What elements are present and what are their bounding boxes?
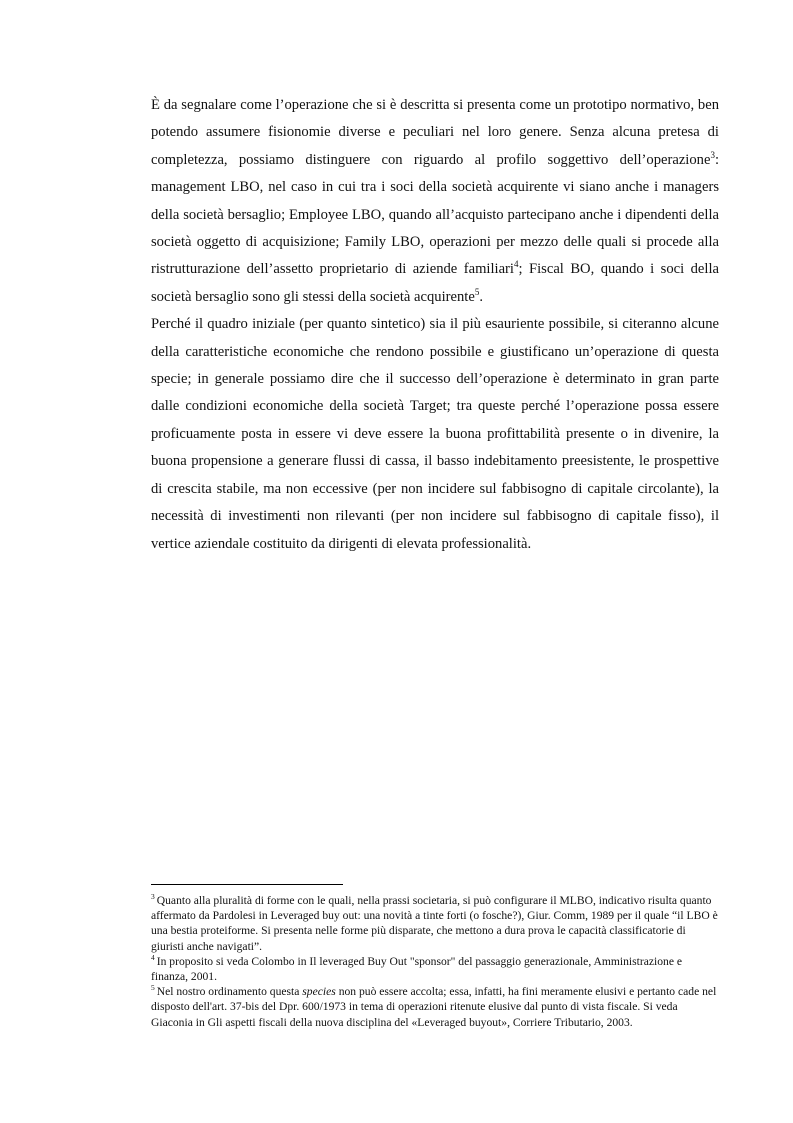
footnote-5-text-post: non può essere accolta; essa, infatti, ha fini meramente elusivi e pertanto cade nel disposto dell'art. 37-bis del Dpr. 600/1973 in tema di operazioni ritenute elusive dal punto di vista fiscale. Si veda Giaconia in Gli aspetti fiscali della nuova disciplina del «Leveraged buyout», Corriere Tributario, 2003. [151, 985, 717, 1029]
footnote-ref-3: 3 [710, 149, 715, 160]
paragraph-1-part-d: . [479, 288, 483, 305]
paragraph-2: Perché il quadro iniziale (per quanto sintetico) sia il più esauriente possibile, si citeranno alcune della caratteristiche economiche che rendono possibile e giustificano un’operazione di questa specie; in generale possiamo dire che il successo dell’operazione è determinato in gran parte dalle condizioni economiche della società Target; tra queste perché l’operazione possa essere proficuamente posta in essere vi deve essere la buona profittabilità presente o in divenire, la buona propensione a generare flussi di cassa, il basso indebitamento preesistente, le prospettive di crescita stabile, ma non eccessive (per non incidere sul fabbisogno di capitale circolante), la necessità di investimenti non rilevanti (per non incidere sul fabbisogno di capitale fisso), il vertice aziendale costituito da dirigenti di elevata professionalità. [151, 316, 719, 552]
footnote-ref-4: 4 [513, 259, 519, 270]
footnote-4-number: 4 [151, 952, 155, 962]
footnotes [151, 893, 719, 1030]
footnote-5-emphasis: species [302, 985, 336, 999]
footnote-5-text-pre: Nel nostro ordinamento questa [156, 985, 300, 999]
footnote-ref-5: 5 [474, 286, 480, 297]
paragraph-1-part-c: ; Fiscal BO, quando i soci della società bersaglio sono gli stessi della società acquirente [151, 261, 719, 305]
footnote-3-number: 3 [151, 892, 155, 902]
footnote-5 [151, 984, 719, 1030]
footnote-4 [151, 954, 719, 984]
footnote-4-text: In proposito si veda Colombo in Il leveraged Buy Out "sponsor" del passaggio generazionale, Amministrazione e finanza, 2001. [151, 954, 683, 984]
footnote-3-text: Quanto alla pluralità di forme con le quali, nella prassi societaria, si può configurare il MLBO, indicativo risulta quanto affermato da Pardolesi in Leveraged buy out: una novità a tinte forti (o fosche?), Giur. Comm, 1989 per il quale “il LBO è una bestia proteiforme. Si presenta nelle forme più disparate, che mettono a dura prova le capacità classificatorie di giuristi anche navigati”. [151, 894, 718, 953]
paragraph-1 [151, 92, 719, 311]
footnote-3 [151, 893, 719, 954]
paragraph-1-part-b: : management LBO, nel caso in cui tra i soci della società acquirente vi siano anche i managers della società bersaglio; Employee LBO, quando all’acquisto partecipano anche i dipendenti della società oggetto di acquisizione; Family LBO, operazioni per mezzo delle quali si procede alla ristrutturazione dell’assetto proprietario di aziende familiari [151, 151, 719, 278]
footnote-5-number: 5 [151, 983, 155, 993]
footnote-separator [151, 884, 343, 885]
body-text [151, 92, 719, 558]
paragraph-1-part-a: È da segnalare come l’operazione che si è descritta si presenta come un prototipo normativo, ben potendo assumere fisionomie diverse e peculiari nel loro genere. Senza alcuna pretesa di completezza, possiamo distinguere con riguardo al profilo soggettivo dell’operazione [151, 97, 719, 168]
